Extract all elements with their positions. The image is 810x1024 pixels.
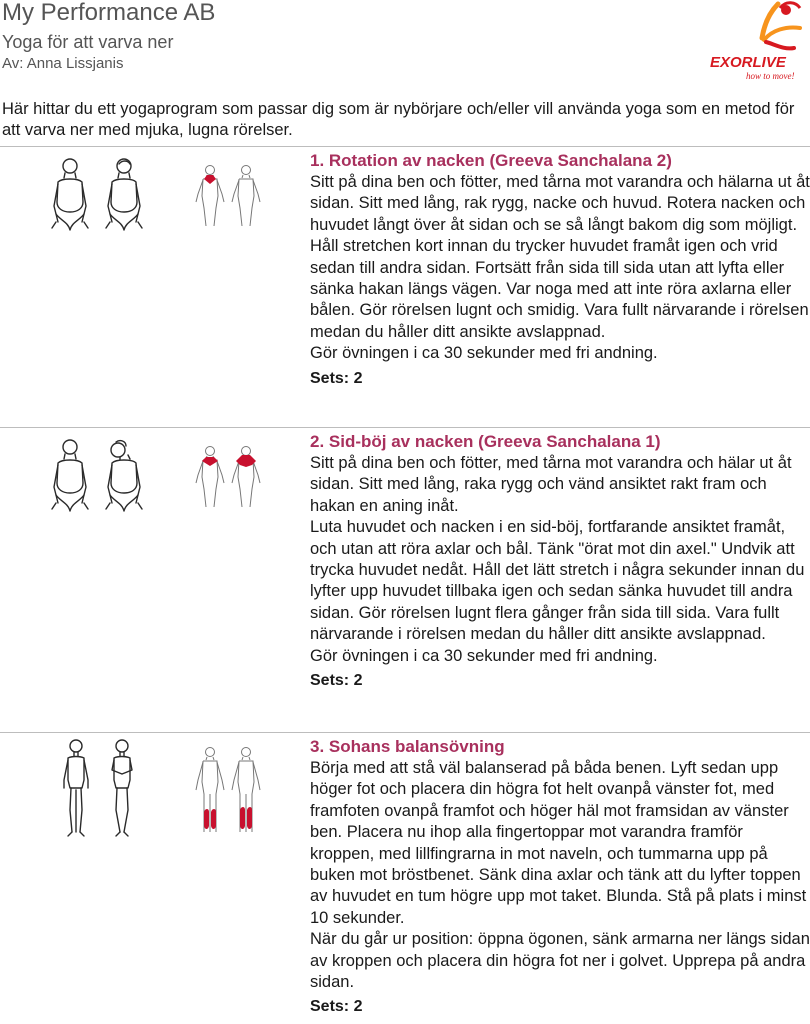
exercise-title: 2. Sid-böj av nacken (Greeva Sanchalana 1) <box>310 432 661 451</box>
logo-tagline: how to move! <box>746 71 795 81</box>
highlighted-muscle-neck <box>204 175 216 184</box>
exercise-description: Luta huvudet och nacken i en sid-böj, fortfarande ansiktet framåt, och utan att röra axlar och bål. Tänk "örat mot din axel." Undvik att trycka huvudet nedåt. Håll det lätt stretch i några sekunder innan du lyfter upp huvudet tillbaka igen och sedan sänka huvudet till andra sidan. Gör rörelsen lugnt flera gånger från sida till sida. Vara fullt närvarande i rörelsen medan du håller ditt ansikte avslappnad. <box>310 518 805 644</box>
highlighted-muscle-calf-left-back <box>240 807 245 829</box>
exercise-title: 3. Sohans balansövning <box>310 737 505 756</box>
sets-value: 2 <box>353 369 363 387</box>
exercise-description: Börja med att stå väl balanserad på båda benen. Lyft sedan upp höger fot och placera din högra fot helt ovanpå vänster fot, med framfoten ovanpå framfot och höger häl mot framsidan av vänster ben. Placera nu ihop alla fingertoppar mot varandra framför kroppen, med lillfingrarna in mot naveln, och tummarna upp på buken mot bröstbenet. Sänk dina axlar och tänk att du lyfter toppen av huvudet en tum högre upp mot taket. Blunda. Stå på plats i minst 10 sekunder. <box>310 759 807 927</box>
exercise-content <box>310 431 810 693</box>
program-author: Av: Anna Lissjanis <box>2 55 124 72</box>
kneeling-figures-illustration <box>50 156 146 232</box>
logo-figure-icon <box>762 3 800 49</box>
standing-figures-illustration <box>50 738 146 838</box>
sets-value: 2 <box>353 672 363 690</box>
anatomy-neck-front-illustration <box>194 164 264 228</box>
exercise-description-intro: Sitt på dina ben och fötter, med tårna mot varandra och hälar ut åt sidan. Sitt med lång, raka rygg och vänd ansiktet rakt fram och hakan en aning inåt. <box>310 454 792 515</box>
highlighted-muscle-calf-right-front <box>211 809 216 829</box>
exercise-content <box>310 150 810 391</box>
sets-label: Sets: <box>310 998 350 1016</box>
highlighted-muscle-calf-left-front <box>204 809 209 829</box>
exercise-title: 1. Rotation av nacken (Greeva Sanchalana 2) <box>310 151 672 170</box>
exercise-sets <box>310 995 810 1019</box>
page-header <box>0 0 810 92</box>
exercise-duration: Gör övningen i ca 30 sekunder med fri andning. <box>310 344 658 363</box>
sets-label: Sets: <box>310 672 350 690</box>
logo-wordmark: EXORLIVE <box>710 54 786 71</box>
exorlive-logo <box>704 0 808 84</box>
intro-text: Här hittar du ett yogaprogram som passar dig som är nybörjare och/eller vill använda yoga som en metod för att varva ner med mjuka, lugna rörelser. <box>2 100 795 139</box>
divider <box>0 732 810 733</box>
exercise-description: Sitt på dina ben och fötter, med tårna mot varandra och hälarna ut åt sidan. Sitt med lång, rak rygg, nacke och huvud. Rotera nacken och huvudet långt över åt sidan och se så långt bakom dig som möjligt. Håll stretchen kort innan du trycker huvudet framåt igen och vrid sedan till andra sidan. Fortsätt från sida till sida utan att lyfta eller sänka hakan längs vägen. Var noga med att inte röra axlarna eller bålen. Gör rörelsen lugnt och smidig. Vara fullt närvarande i rörelsen medan du håller ditt ansikte avslappnad. <box>310 173 810 341</box>
anatomy-neck-front-back-illustration <box>194 445 264 509</box>
exercise-content <box>310 736 810 1019</box>
highlighted-muscle-neck-front <box>202 457 218 466</box>
exercise-sets <box>310 669 810 693</box>
highlighted-muscle-calf-right-back <box>247 807 252 829</box>
anatomy-calves-illustration <box>194 746 264 836</box>
sets-label: Sets: <box>310 369 350 387</box>
divider <box>0 146 810 147</box>
exercise-sets <box>310 367 810 391</box>
divider <box>0 427 810 428</box>
exercise-duration: Gör övningen i ca 30 sekunder med fri andning. <box>310 646 658 665</box>
exercise-exit-instructions: När du går ur position: öppna ögonen, sänk armarna ner längs sidan av kroppen och placera din högra fot ner i golvet. Upprepa på andra sidan. <box>310 930 810 992</box>
company-name: My Performance AB <box>2 0 216 26</box>
program-title: Yoga för att varva ner <box>2 32 174 52</box>
kneeling-figures-side-bend-illustration <box>50 437 146 513</box>
sets-value: 2 <box>353 998 363 1016</box>
